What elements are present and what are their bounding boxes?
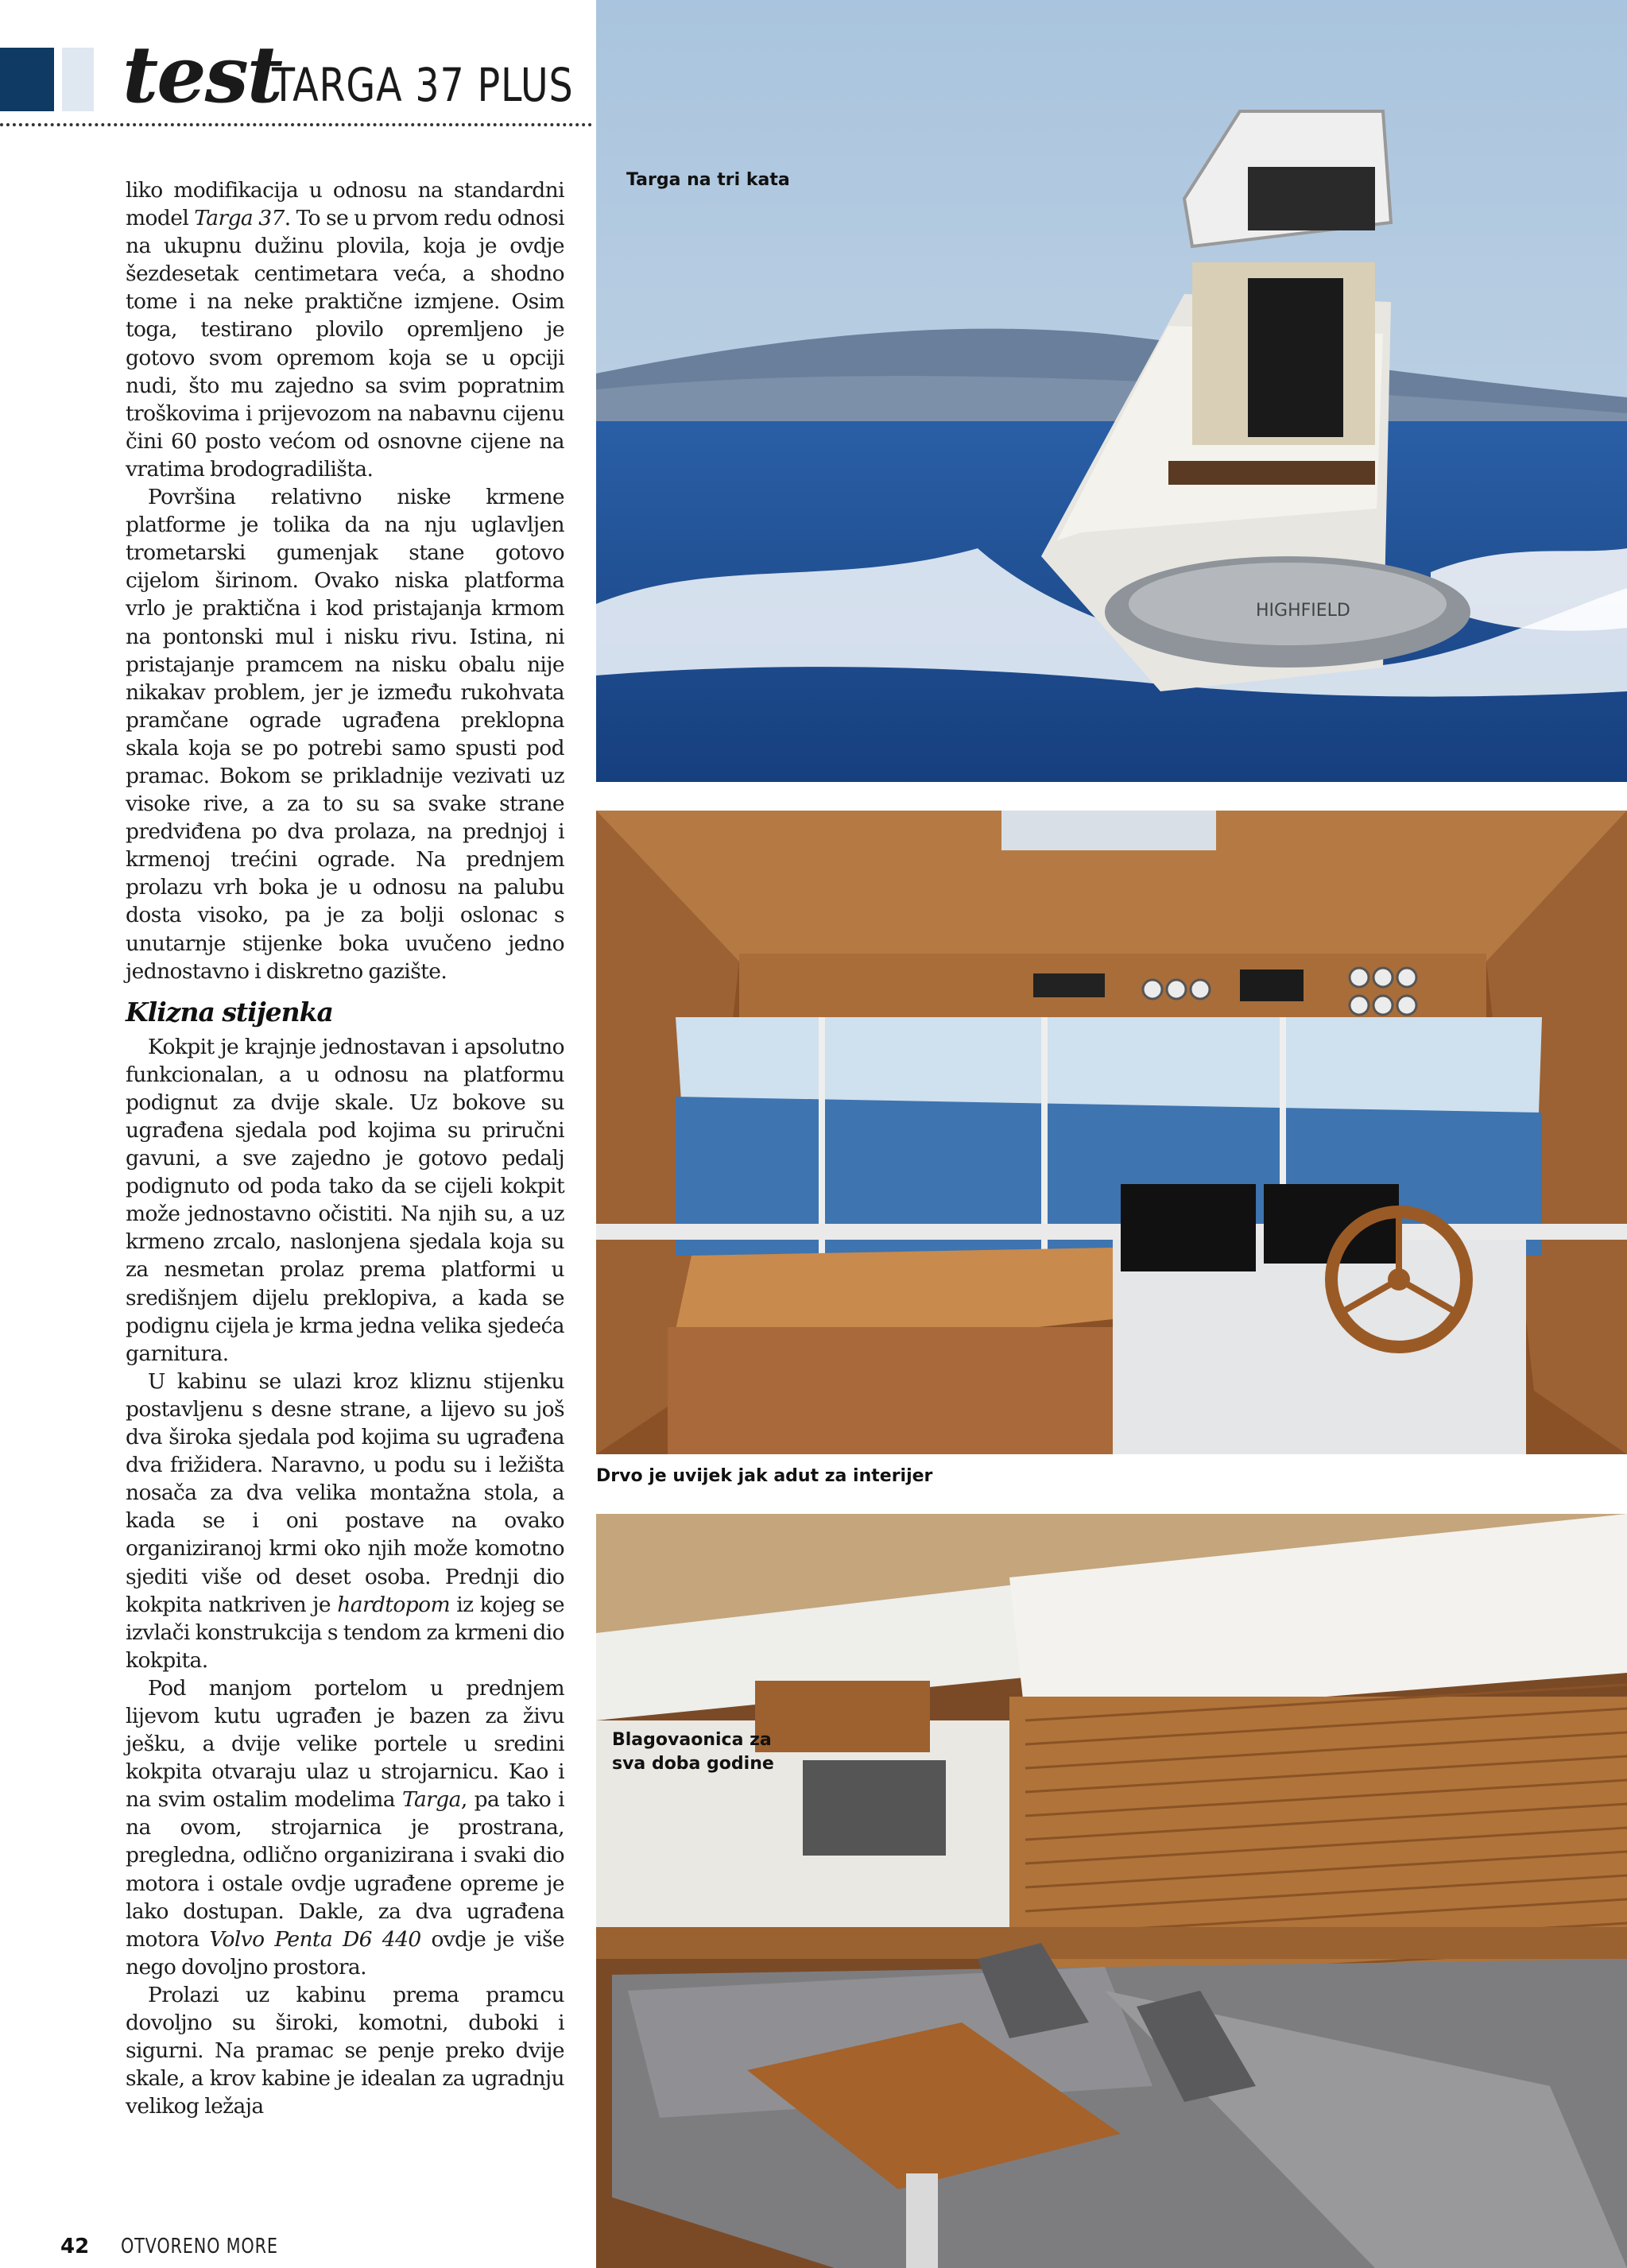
section-label: test	[122, 29, 282, 121]
helm-photo	[596, 811, 1627, 1454]
dining-illustration	[596, 1514, 1627, 2268]
header-accent-block	[0, 48, 54, 111]
header-accent-block-light	[62, 48, 94, 111]
photo-caption: Targa na tri kata	[626, 170, 790, 190]
photo-caption: Drvo je uvijek jak adut za interijer	[596, 1466, 933, 1486]
paragraph: Pod manjom portelom u prednjem lijevom kutu ugrađen je bazen za živu ješku, a dvije velike portele u sredini kokpita otvaraju ulaz u strojarnicu. Kao i na svim ostalim modelima Targa, pa tako i na ovom, strojarnica je prostrana, pregledna, odlično organizirana i svaki dio motora i ostale ovdje ugrađene opreme je lako dostupan. Dakle, za dva ugrađena motora Volvo Penta D6 440 ovdje je više nego dovoljno prostora.	[126, 1675, 564, 1980]
paragraph: Prolazi uz kabinu prema pramcu dovoljno su široki, komotni, duboki i sigurni. Na pramac se penje preko dvije skale, a krov kabine je idealan za ugradnju velikog ležaja	[126, 1982, 564, 2119]
boat-photo	[596, 0, 1627, 782]
paragraph: liko modifikacija u odnosu na standardni model Targa 37. To se u prvom redu odnosi na ukupnu dužinu plovila, koja je ovdje šezdesetak centimetara veća, a shodno tome i na neke praktične izmjene. Osim toga, testirano plovilo opremljeno je gotovo svom opremom koja se u opciji nudi, što mu zajedno sa svim popratnim troškovima i prijevozom na nabavnu cijenu čini 60 posto većom od osnovne cijene na vratima brodogradilišta.	[126, 178, 564, 482]
page-number: 42	[60, 2235, 90, 2258]
paragraph: U kabinu se ulazi kroz kliznu stijenku postavljenu s desne strane, a lijevo su još dva široka sjedala pod kojima su ugrađena dva frižidera. Naravno, u podu su i ležišta nosača za dva velika montažna stola, a kada se i oni postave na ovako organiziranoj krmi oko njih može komotno sjediti više od deset osoba. Prednji dio kokpita natkriven je hardtopom iz kojeg se izvlači konstrukcija s tendom za krmeni dio kokpita.	[126, 1368, 565, 1673]
subheading: Klizna stijenka	[126, 996, 333, 1028]
tender-brand: HIGHFIELD	[1256, 601, 1350, 621]
dining-photo	[596, 1514, 1627, 2268]
paragraph: Kokpit je krajnje jednostavan i apsolutno funkcionalan, a u odnosu na platformu podignut za dvije skale. Uz bokove su ugrađena sjedala pod kojima su priručni gavuni, a sve zajedno je gotovo pedalj podignuto od poda tako da se cijeli kokpit može jednostavno očistiti. Na njih su, a uz krmeno zrcalo, naslonjena sjedala koja su za nesmetan prolaz prema platformi u središnjem dijelu preklopiva, a kada se podignu cijela je krma jedna velika sjedeća garnitura.	[126, 1034, 564, 1366]
paragraph: Površina relativno niske krmene platforme je tolika da na nju uglavljen trometarski gumenjak stane gotovo cijelom širinom. Ovako niska platforma vrlo je praktična i kod pristajanja krmom na pontonski mul i nisku rivu. Istina, ni pristajanje pramcem na nisku obalu nije nikakav problem, jer je između rukohvata pramčane ograde ugrađena preklopna skala koja se po potrebi samo spusti pod pramac. Bokom se prikladnije vezivati uz visoke rive, a za to su sa svake strane predviđena po dva prolaza, na prednjoj i krmenoj trećini ograde. Na prednjem prolazu vrh boka je u odnosu na palubu dosta visoko, pa je za bolji oslonac s unutarnje stijenke boka uvučeno jedno jednostavno i diskretno gazište.	[126, 485, 564, 984]
header-dotted-rule	[0, 123, 592, 126]
article-title: TARGA 37 PLUS	[272, 58, 574, 112]
photo-caption: Blagovaonica za sva doba godine	[612, 1730, 774, 1774]
magazine-name: OTVORENO MORE	[121, 2235, 278, 2258]
article-body	[126, 176, 564, 2120]
boat-illustration	[596, 0, 1627, 782]
helm-illustration	[596, 811, 1627, 1454]
